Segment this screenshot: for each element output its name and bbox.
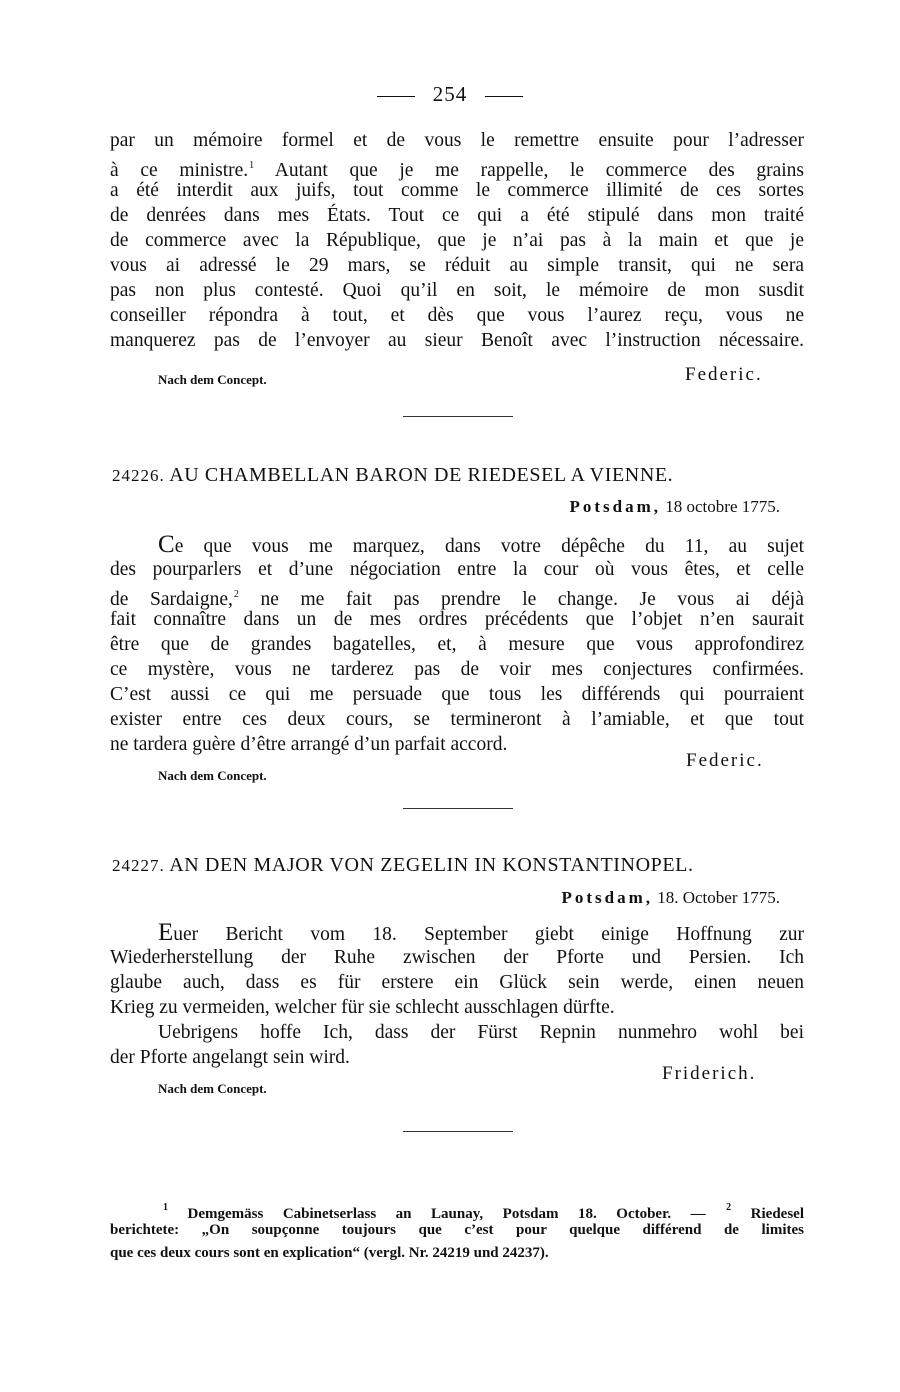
letter-title: AN DEN MAJOR VON ZEGELIN IN KONSTANTINOPEL. xyxy=(169,854,694,876)
text-line xyxy=(110,920,804,945)
footnote-marker: 1 xyxy=(163,1202,168,1213)
text-line: de commerce avec la République, que je n’ai pas à la main et que je xyxy=(110,230,804,251)
continuation-paragraph xyxy=(110,128,804,353)
text-line: pas non plus contesté. Quoi qu’il en soit, le mémoire de mon susdit xyxy=(110,280,804,301)
letter-dateline xyxy=(561,888,780,908)
text-line: ne tardera guère d’être arrangé d’un parfait accord. xyxy=(110,734,508,755)
text-fragment: e que vous me marquez, dans votre dépêche du 11, au sujet xyxy=(174,536,804,557)
text-line: être que de grandes bagatelles, et, à mesure que vous approfondirez xyxy=(110,634,804,655)
text-fragment: uer Bericht vom 18. September giebt einige Hoffnung zur xyxy=(173,924,804,945)
text-line: exister entre ces deux cours, se termineront à l’amiable, et que tout xyxy=(110,709,804,730)
source-note: Nach dem Concept. xyxy=(158,1081,267,1096)
text-line: conseiller répondra à tout, et dès que vous l’aurez reçu, vous ne xyxy=(110,305,804,326)
text-line: glaube auch, dass es für erstere ein Glück sein werde, einen neuen xyxy=(110,972,804,993)
letter-dateline xyxy=(569,497,780,517)
page-number xyxy=(0,82,900,107)
initial-letter: C xyxy=(158,531,175,558)
footnote-marker: 2 xyxy=(726,1202,732,1213)
text-line: Uebrigens hoffe Ich, dass der Fürst Repnin nunmehro wohl bei xyxy=(158,1022,804,1043)
signature: Federic. xyxy=(685,364,763,385)
text-line: a été interdit aux juifs, tout comme le commerce illimité de ces sortes xyxy=(110,180,804,201)
text-line xyxy=(110,582,804,610)
footnote-ref: 2 xyxy=(233,589,239,600)
source-note: Nach dem Concept. xyxy=(158,768,267,783)
initial-letter: E xyxy=(158,919,174,946)
text-line: fait connaître dans un de mes ordres précédents que l’objet n’en saurait xyxy=(110,609,804,630)
signature: Friderich. xyxy=(662,1063,757,1084)
text-fragment: à ce ministre. xyxy=(110,160,249,181)
text-line: C’est aussi ce qui me persuade que tous les différends qui pourraient xyxy=(110,684,804,705)
text-line: des pourparlers et d’une négociation entre la cour où vous êtes, et celle xyxy=(110,559,804,580)
text-line xyxy=(110,532,804,557)
text-line: de denrées dans mes États. Tout ce qui a été stipulé dans mon traité xyxy=(110,205,804,226)
text-line: der Pforte angelangt sein wird. xyxy=(110,1047,350,1068)
footnote-line xyxy=(110,1196,804,1222)
text-line: manquerez pas de l’envoyer au sieur Benoît avec l’instruction nécessaire. xyxy=(110,330,804,351)
section-separator xyxy=(403,808,513,809)
section-separator xyxy=(403,1131,513,1132)
signature: Federic. xyxy=(686,750,764,771)
source-note: Nach dem Concept. xyxy=(158,372,267,387)
footnote-ref: 1 xyxy=(249,160,255,171)
footnote-line: que ces deux cours sont en explication“ (vergl. Nr. 24219 und 24237). xyxy=(110,1245,549,1261)
letter-place: Potsdam, xyxy=(561,888,653,907)
letter-body xyxy=(110,920,804,1070)
text-line: vous ai adressé le 29 mars, se réduit au simple transit, qui ne sera xyxy=(110,255,804,276)
letter-number: 24226. xyxy=(112,466,165,485)
footnote-line: berichtete: „On soupçonne toujours que c’est pour quelque différend de limites xyxy=(110,1222,804,1238)
text-line: ce mystère, vous ne tarderez pas de voir mes conjectures confirmées. xyxy=(110,659,804,680)
text-fragment: ne me fait pas prendre le change. Je vous ai déjà xyxy=(238,589,804,610)
footnotes xyxy=(110,1196,804,1265)
page-number-dash-right xyxy=(485,96,523,97)
letter-title: AU CHAMBELLAN BARON DE RIEDESEL A VIENNE. xyxy=(169,464,674,486)
text-line xyxy=(110,153,805,181)
text-line: par un mémoire formel et de vous le remettre ensuite pour l’adresser xyxy=(110,130,804,151)
letter-body xyxy=(110,532,804,757)
text-fragment: de Sardaigne, xyxy=(110,589,233,610)
page-number-value: 254 xyxy=(432,82,468,106)
text-fragment: Autant que je me rappelle, le commerce des grains xyxy=(254,160,805,181)
text-line: Wiederherstellung der Ruhe zwischen der Pforte und Persien. Ich xyxy=(110,947,804,968)
letter-heading xyxy=(112,464,804,487)
letter-number: 24227. xyxy=(112,856,165,875)
text-line: Krieg zu vermeiden, welcher für sie schlecht ausschlagen dürfte. xyxy=(110,997,615,1018)
text-fragment: Riedesel xyxy=(731,1206,804,1222)
letter-date: 18. October 1775. xyxy=(657,888,780,907)
section-separator xyxy=(403,416,513,417)
letter-heading xyxy=(112,854,804,877)
letter-place: Potsdam, xyxy=(569,497,662,516)
page-number-dash-left xyxy=(377,96,415,97)
text-fragment: Demgemäss Cabinetserlass an Launay, Potsdam 18. October. — xyxy=(187,1206,726,1222)
letter-date: 18 octobre 1775. xyxy=(665,497,780,516)
